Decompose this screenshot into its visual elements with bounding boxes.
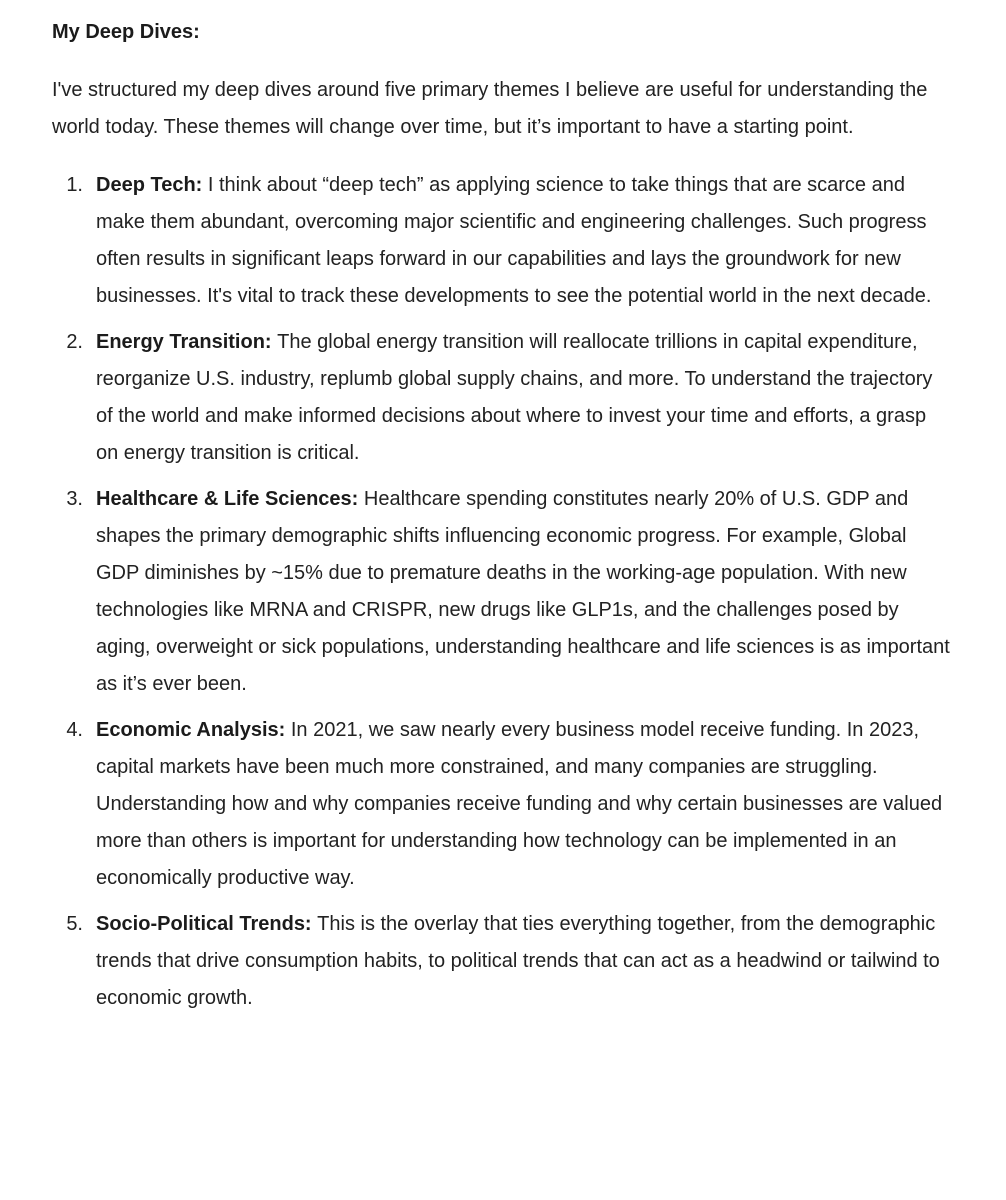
theme-item-economic-analysis: [52, 712, 950, 897]
intro-paragraph: I've structured my deep dives around five primary themes I believe are useful for understanding the world today. These themes will change over time, but it’s important to have a starting point.: [52, 79, 928, 138]
theme-text: The global energy transition will reallocate trillions in capital expenditure, reorganize U.S. industry, replumb global supply chains, and more. To understand the trajectory of the world and make informed decisions about where to invest your time and efforts, a grasp on energy transition is critical.: [96, 331, 933, 464]
list-number: 3.: [66, 488, 83, 510]
theme-text: In 2021, we saw nearly every business model receive funding. In 2023, capital markets have been much more constrained, and many companies are struggling. Understanding how and why companies receive funding and why certain businesses are valued more than others is important for understanding how technology can be implemented in an economically productive way.: [96, 719, 943, 889]
theme-text: This is the overlay that ties everything together, from the demographic trends that drive consumption habits, to political trends that can act as a headwind or tailwind to economic growth.: [96, 913, 940, 1009]
list-number: 4.: [66, 719, 83, 741]
themes-list: [52, 167, 950, 1017]
theme-text: I think about “deep tech” as applying science to take things that are scarce and make them abundant, overcoming major scientific and engineering challenges. Such progress often results in significant leaps forward in our capabilities and lays the groundwork for new businesses. It's vital to track these developments to see the potential world in the next decade.: [96, 174, 932, 307]
list-number: 2.: [66, 331, 83, 353]
theme-title: Socio-Political Trends:: [96, 913, 318, 935]
page-title: My Deep Dives:: [52, 21, 200, 43]
theme-item-energy-transition: [52, 324, 950, 472]
theme-text: Healthcare spending constitutes nearly 20% of U.S. GDP and shapes the primary demographic shifts influencing economic progress. For example, Global GDP diminishes by ~15% due to premature deaths in the working-age population. With new technologies like MRNA and CRISPR, new drugs like GLP1s, and the challenges posed by aging, overweight or sick populations, understanding healthcare and life sciences is as important as it’s ever been.: [96, 488, 950, 695]
theme-item-deep-tech: [52, 167, 950, 315]
list-number: 1.: [66, 174, 83, 196]
theme-item-socio-political: [52, 906, 950, 1017]
theme-title: Energy Transition:: [96, 331, 278, 353]
list-number: 5.: [66, 913, 83, 935]
theme-item-healthcare: [52, 481, 950, 703]
theme-title: Healthcare & Life Sciences:: [96, 488, 364, 510]
theme-title: Economic Analysis:: [96, 719, 291, 741]
theme-title: Deep Tech:: [96, 174, 208, 196]
